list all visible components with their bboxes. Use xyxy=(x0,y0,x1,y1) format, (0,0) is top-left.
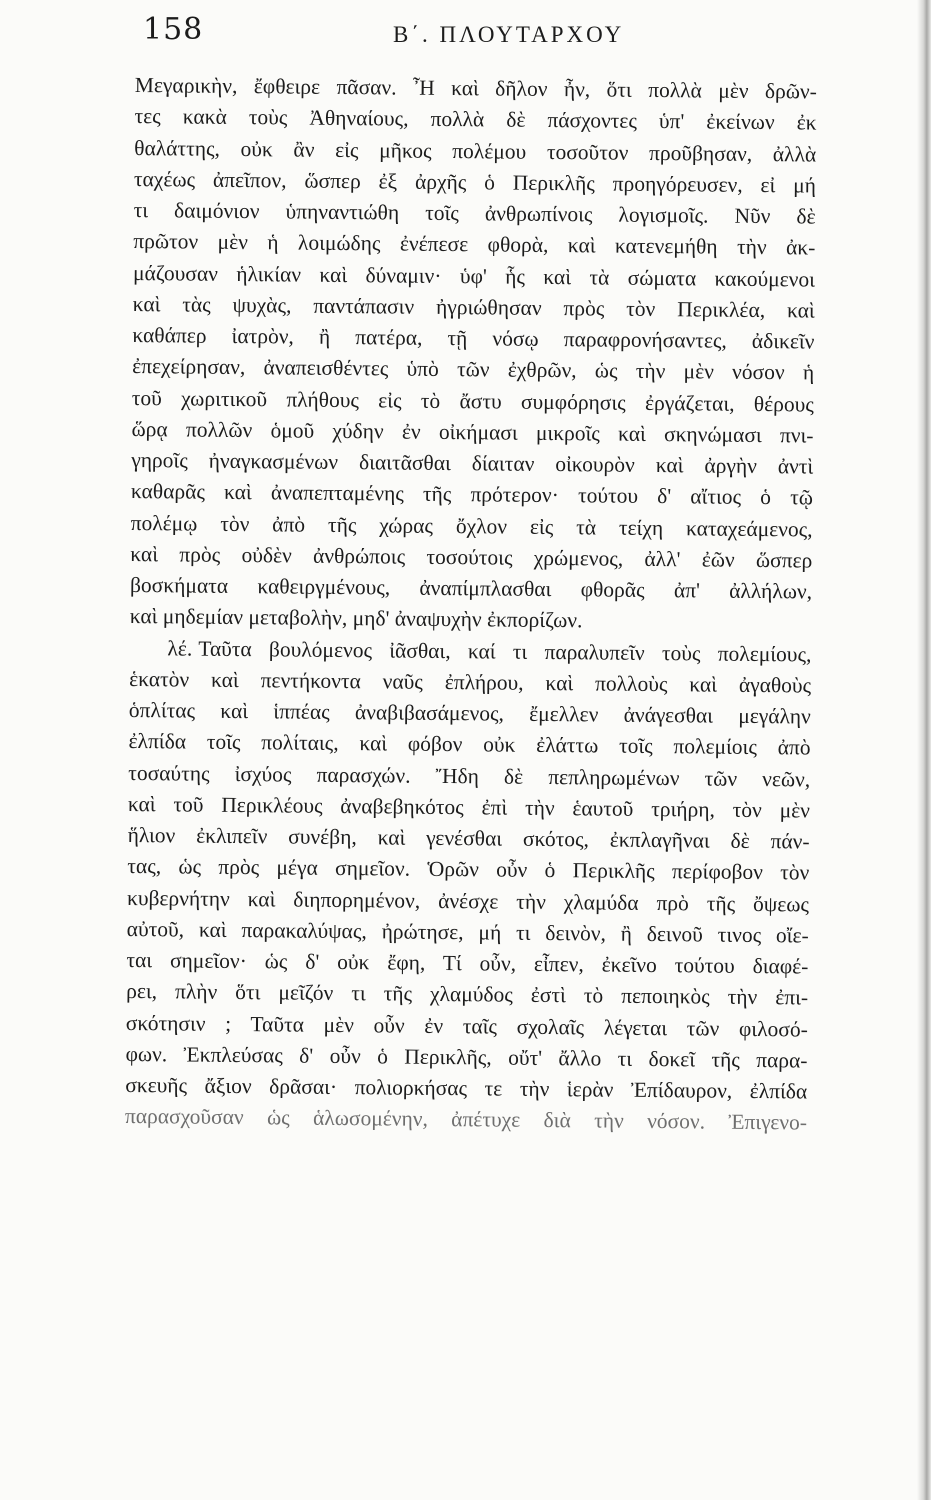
text-line: αὐτοῦ, καὶ παρακαλύψας, ἠρώτησε, μή τι δεινὸν, ἢ δεινοῦ τινος οἴε- xyxy=(126,916,809,948)
text-line: πρῶτον μὲν ἡ λοιμώδης ἐνέπεσε φθορὰ, καὶ κατενεμήθη τὴν ἀκ- xyxy=(133,229,816,260)
text-line: σκευῆς ἄξιον δρᾶσαι· πολιορκήσας τε τὴν ἱερὰν Ἐπίδαυρον, ἐλπίδα xyxy=(125,1072,808,1104)
text-line: βοσκήματα καθειργμένους, ἀναπίμπλασθαι φθορᾶς ἀπ' ἀλλήλων, xyxy=(129,572,813,604)
text-line: καθαρᾶς καὶ ἀναπεπταμένης τῆς πρότερον· τούτου δ' αἴτιος ὁ τῷ xyxy=(130,479,814,510)
text-line: ὁπλίτας καὶ ἱππέας ἀναβιβασάμενος, ἔμελλεν ἀνάγεσθαι μεγάλην xyxy=(128,697,811,729)
text-line: τοσαύτης ἰσχύος παρασχών. Ἤδη δὲ πεπληρωμένων τῶν νεῶν, xyxy=(128,760,811,792)
text-line: καὶ πρὸς οὐδὲν ἀνθρώποις τοσούτοις χρώμενος, ἀλλ' ἐῶν ὥσπερ xyxy=(130,541,813,573)
body-text xyxy=(125,70,817,1139)
text-line: τας, ὡς πρὸς μέγα σημεῖον. Ὁρῶν οὖν ὁ Περικλῆς περίφοβον τὸν xyxy=(127,854,810,885)
text-line: τες κακὰ τοὺς Ἀθηναίους, πολλὰ δὲ πάσχοντες ὑπ' ἐκείνων ἐκ xyxy=(134,104,817,135)
text-line: παρασχοῦσαν ὡς ἁλωσομένην, ἀπέτυχε διὰ τὴν νόσον. Ἐπιγενο- xyxy=(124,1104,808,1135)
text-line: πολέμῳ τὸν ἀπὸ τῆς χώρας ὄχλον εἰς τὰ τείχη καταχεάμενος, xyxy=(130,510,813,542)
text-line: σκότησιν ; Ταῦτα μὲν οὖν ἐν ταῖς σχολαῖς λέγεται τῶν φιλοσό- xyxy=(125,1010,808,1042)
text-line: ἐπεχείρησαν, ἀναπεισθέντες ὑπὸ τῶν ἐχθρῶν, ὡς τὴν μὲν νόσον ἡ xyxy=(132,354,815,385)
running-head: Β΄. ΠΛΟΥΤΑΡΧΟΥ xyxy=(393,22,625,47)
text-line: ἥλιον ἐκλιπεῖν συνέβη, καὶ γενέσθαι σκότος, ἐκπλαγῆναι δὲ πάν- xyxy=(127,822,810,854)
text-line: ρει, πλὴν ὅτι μεῖζόν τι τῆς χλαμύδος ἐστὶ τὸ πεποιηκὸς τὴν ἐπι- xyxy=(126,979,809,1010)
text-line: φων. Ἐκπλεύσας δ' οὖν ὁ Περικλῆς, οὔτ' ἄλλο τι δοκεῖ τῆς παρα- xyxy=(125,1041,808,1073)
text-line: ταχέως ἀπεῖπον, ὥσπερ ἐξ ἀρχῆς ὁ Περικλῆς προηγόρευσεν, εἰ μή xyxy=(133,166,817,198)
text-line: καὶ τοῦ Περικλέους ἀναβεβηκότος ἐπὶ τὴν ἑαυτοῦ τριήρη, τὸν μὲν xyxy=(127,791,811,823)
text-line: Μεγαρικὴν, ἔφθειρε πᾶσαν. Ἦ καὶ δῆλον ἦν, ὅτι πολλὰ μὲν δρῶν- xyxy=(134,72,817,104)
text-line: θαλάττης, οὐκ ἂν εἰς μῆκος πολέμου τοσοῦτον προῦβησαν, ἀλλὰ xyxy=(134,135,817,167)
section-number: λέ. xyxy=(167,635,193,661)
text-line: ἑκατὸν καὶ πεντήκοντα ναῦς ἐπλήρου, καὶ πολλοὺς καὶ ἀγαθοὺς xyxy=(129,666,812,698)
text-line: καὶ μηδεμίαν μεταβολὴν, μηδ' ἀναψυχὴν ἐκπορίζων. xyxy=(129,604,583,633)
text-line: κυβερνήτην καὶ διηπορημένον, ἀνέσχε τὴν χλαμύδα πρὸ τῆς ὄψεως xyxy=(126,885,810,917)
text-line: ται σημεῖον· ὡς δ' οὐκ ἔφη, Τί οὖν, εἶπεν, ἐκεῖνο τούτου διαφέ- xyxy=(126,947,809,979)
text-line: γηροῖς ἠναγκασμένων διαιτᾶσθαι δίαιταν οἰκουρὸν καὶ ἀργὴν ἀντὶ xyxy=(131,447,814,479)
page-number: 158 xyxy=(143,12,204,47)
text-line: τι δαιμόνιον ὑπηναντιώθη τοῖς ἀνθρωπίνοις λογισμοῖς. Νῦν δὲ xyxy=(133,197,816,229)
text-line: καθάπερ ἰατρὸν, ἢ πατέρα, τῇ νόσῳ παραφρονήσαντες, ἀδικεῖν xyxy=(132,322,815,354)
section-first-line-text: Ταῦτα βουλόμενος ἰᾶσθαι, καί τι παραλυπεῖν τοὺς πολεμίους, xyxy=(198,636,812,667)
text-line: τοῦ χωριτικοῦ πλήθους εἰς τὸ ἄστυ συμφόρησις ἐργάζεται, θέρους xyxy=(131,385,814,417)
text-line: καὶ τὰς ψυχὰς, παντάπασιν ἠγριώθησαν πρὸς τὸν Περικλέα, καὶ xyxy=(132,291,815,323)
text-line: ὥρᾳ πολλῶν ὁμοῦ χύδην ἐν οἰκήμασι μικροῖς καὶ σκηνώμασι πνι- xyxy=(131,416,814,448)
text-line: μάζουσαν ἡλικίαν καὶ δύναμιν· ὑφ' ἧς καὶ τὰ σώματα κακούμενοι xyxy=(132,260,816,292)
text-line: ἐλπίδα τοῖς πολίταις, καὶ φόβον οὐκ ἐλάττω τοῖς πολεμίοις ἀπὸ xyxy=(128,729,811,760)
page-edge-shadow xyxy=(917,0,931,1500)
page-header xyxy=(143,12,783,52)
